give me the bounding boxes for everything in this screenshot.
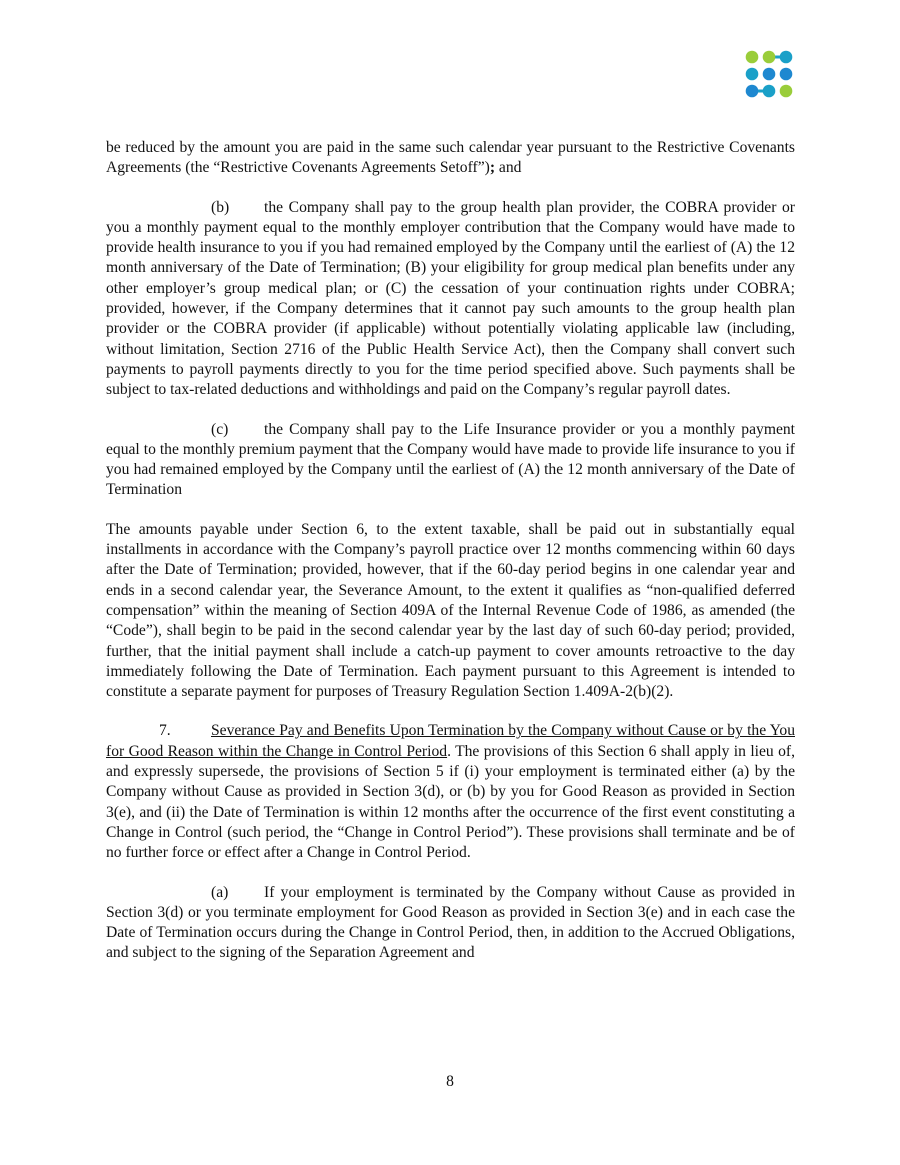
clause-a-text: If your employment is terminated by the Company without Cause as provided in Section 3(d) or you terminate employment for Good Reason as provided in Section 3(e) and in each case the Date of Termination occurs during the Change in Control Period, then, in addition to the Accrued Obligations, and subject to the signing of the Separation Agreement and: [106, 883, 795, 962]
logo-dot: [746, 68, 759, 81]
logo-dot: [746, 85, 759, 98]
logo-dot: [780, 51, 793, 64]
company-logo: [744, 49, 794, 99]
section-7-number: 7.: [159, 722, 171, 740]
logo-dot: [763, 51, 776, 64]
clause-c: [106, 420, 795, 501]
logo-dot: [746, 51, 759, 64]
logo-dot: [780, 85, 793, 98]
logo-dot: [780, 68, 793, 81]
clause-c-text: the Company shall pay to the Life Insurance provider or you a monthly payment equal to the monthly premium payment that the Company would have made to provide life insurance to you if you had remained employed by the Company until the earliest of (A) the 12 month anniversary of the Date of Termination: [106, 420, 795, 499]
section-7-heading: Severance Pay and Benefits Upon Termination by the Company without Cause or by the You for Good Reason within the Change in Control Period: [106, 722, 795, 760]
section-7: [106, 721, 795, 863]
paragraph-intro-continuation: be reduced by the amount you are paid in the same such calendar year pursuant to the Restrictive Covenants Agreements (the “Restrictive Covenants Agreements Setoff”); and: [106, 139, 795, 177]
clause-a-marker: (a): [211, 883, 229, 901]
clause-c-marker: (c): [211, 420, 229, 438]
page-number: 8: [446, 1073, 454, 1090]
section-7-text: . The provisions of this Section 6 shall apply in lieu of, and expressly supersede, the provisions of Section 5 if (i) your employment is terminated either (a) by the Company without Cause as provided in Section 3(d), or (b) by you for Good Reason as provided in Section 3(e), and (ii) the Date of Termination is within 12 months after the occurrence of the first event constituting a Change in Control (such period, the “Change in Control Period”). These provisions shall terminate and be of no further force or effect after a Change in Control Period.: [106, 742, 795, 862]
clause-b-marker: (b): [211, 198, 230, 216]
clause-b-text: the Company shall pay to the group health plan provider, the COBRA provider or you a monthly payment equal to the monthly employer contribution that the Company would have made to provide health insurance to you if you had remained employed by the Company until the earliest of (A) the 12 month anniversary of the Date of Termination; (B) your eligibility for group medical plan benefits under any other employer’s group medical plan; or (C) the cessation of your continuation rights under COBRA; provided, however, if the Company determines that it cannot pay such amounts to the group health plan provider or the COBRA provider (if applicable) without potentially violating applicable law (including, without limitation, Section 2716 of the Public Health Service Act), then the Company shall convert such payments to payroll payments directly to you for the time period specified above. Such payments shall be subject to tax-related deductions and withholdings and paid on the Company’s regular payroll dates.: [106, 198, 795, 399]
document-body: [106, 138, 795, 964]
clause-a: [106, 883, 795, 964]
logo-dot: [763, 85, 776, 98]
logo-dot: [763, 68, 776, 81]
paragraph-payment-schedule: The amounts payable under Section 6, to the extent taxable, shall be paid out in substantially equal installments in accordance with the Company’s payroll practice over 12 months commencing within 60 days after the Date of Termination; provided, however, that if the 60-day period begins in one calendar year and ends in a second calendar year, the Severance Amount, to the extent it qualifies as “non-qualified deferred compensation” within the meaning of Section 409A of the Internal Revenue Code of 1986, as amended (the “Code”), shall begin to be paid in the second calendar year by the last day of such 60-day period; provided, further, that the initial payment shall include a catch-up payment to cover amounts retroactive to the day immediately following the Date of Termination. Each payment pursuant to this Agreement is intended to constitute a separate payment for purposes of Treasury Regulation Section 1.409A-2(b)(2).: [106, 520, 795, 701]
clause-b: [106, 198, 795, 401]
